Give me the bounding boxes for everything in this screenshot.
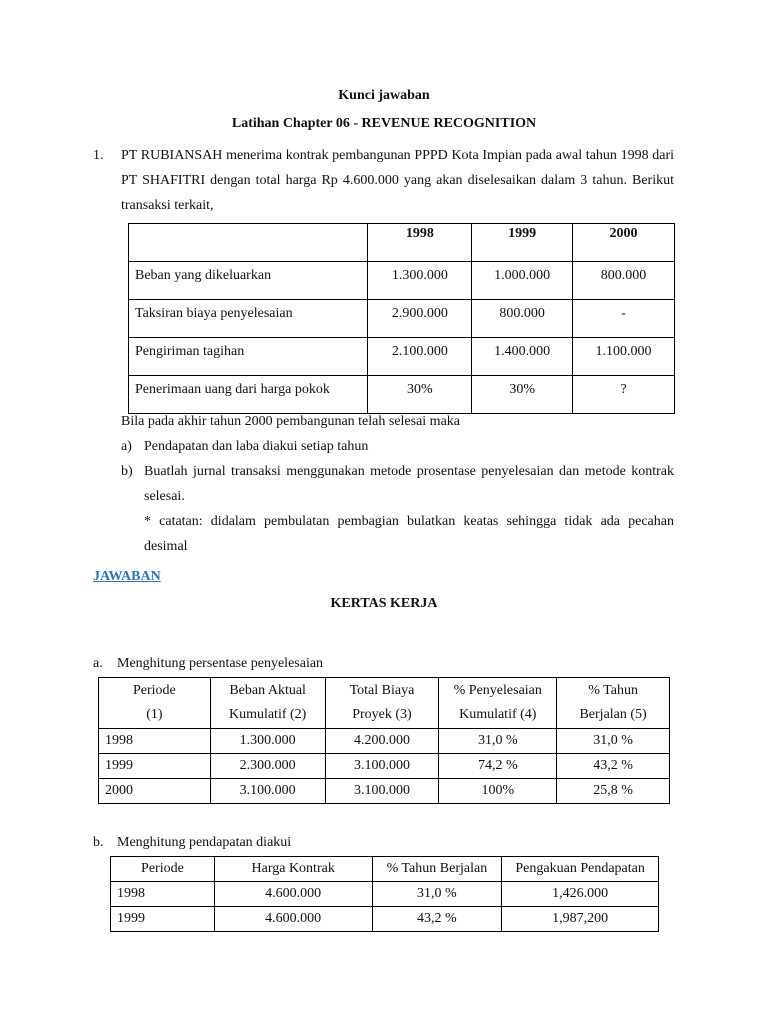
transaction-table bbox=[128, 223, 675, 414]
document-subtitle: Latihan Chapter 06 - REVENUE RECOGNITION bbox=[231, 116, 537, 131]
completion-percentage-table bbox=[98, 677, 670, 804]
item-marker-b: b) bbox=[121, 464, 133, 479]
table-row: 1999 4.600.000 43,2 % 1,987,200 bbox=[111, 907, 659, 932]
document-title: Kunci jawaban bbox=[338, 88, 430, 103]
table-row: 1998 4.600.000 31,0 % 1,426.000 bbox=[111, 882, 659, 907]
section-a-label: a. bbox=[93, 656, 103, 671]
table-header-row: 1998 1999 2000 bbox=[129, 224, 675, 262]
answer-heading-link[interactable]: JAWABAN bbox=[93, 569, 161, 584]
question-after-text: Bila pada akhir tahun 2000 pembangunan telah selesai maka bbox=[121, 414, 461, 429]
section-b-title: Menghitung pendapatan diakui bbox=[117, 835, 292, 850]
worksheet-title: KERTAS KERJA bbox=[330, 596, 438, 611]
item-text-b: Buatlah jurnal transaksi menggunakan metode prosentase penyelesaian dan metode kontrak selesai. bbox=[144, 464, 674, 504]
question-text: PT RUBIANSAH menerima kontrak pembangunan PPPD Kota Impian pada awal tahun 1998 dari PT SHAFITRI dengan total harga Rp 4.600.000 yang akan diselesaikan dalam 3 tahun. Berikut transaksi terkait, bbox=[121, 148, 674, 213]
table-row: 1998 1.300.000 4.200.000 31,0 % 31,0 % bbox=[99, 729, 670, 754]
item-text-a: Pendapatan dan laba diakui setiap tahun bbox=[144, 439, 369, 454]
question-number: 1. bbox=[93, 148, 104, 163]
section-a-title: Menghitung persentase penyelesaian bbox=[117, 656, 324, 671]
item-marker-a: a) bbox=[121, 439, 132, 454]
revenue-recognition-table bbox=[110, 856, 659, 932]
table-row: 2000 3.100.000 3.100.000 100% 25,8 % bbox=[99, 779, 670, 804]
rounding-note: * catatan: didalam pembulatan pembagian bulatkan keatas sehingga tidak ada pecahan desimal bbox=[144, 514, 674, 554]
section-b-label: b. bbox=[93, 835, 104, 850]
table-header-row: Periode (1) Beban Aktual Kumulatif (2) Total Biaya Proyek (3) % Penyelesaian Kumulatif (4) % Tahun Berjalan (5) bbox=[99, 678, 670, 729]
table-row: Pengiriman tagihan 2.100.000 1.400.000 1.100.000 bbox=[129, 338, 675, 376]
table-header-row: Periode Harga Kontrak % Tahun Berjalan Pengakuan Pendapatan bbox=[111, 857, 659, 882]
table-row: Penerimaan uang dari harga pokok 30% 30% ? bbox=[129, 376, 675, 414]
table-row: Beban yang dikeluarkan 1.300.000 1.000.000 800.000 bbox=[129, 262, 675, 300]
table-row: 1999 2.300.000 3.100.000 74,2 % 43,2 % bbox=[99, 754, 670, 779]
table-row: Taksiran biaya penyelesaian 2.900.000 800.000 - bbox=[129, 300, 675, 338]
